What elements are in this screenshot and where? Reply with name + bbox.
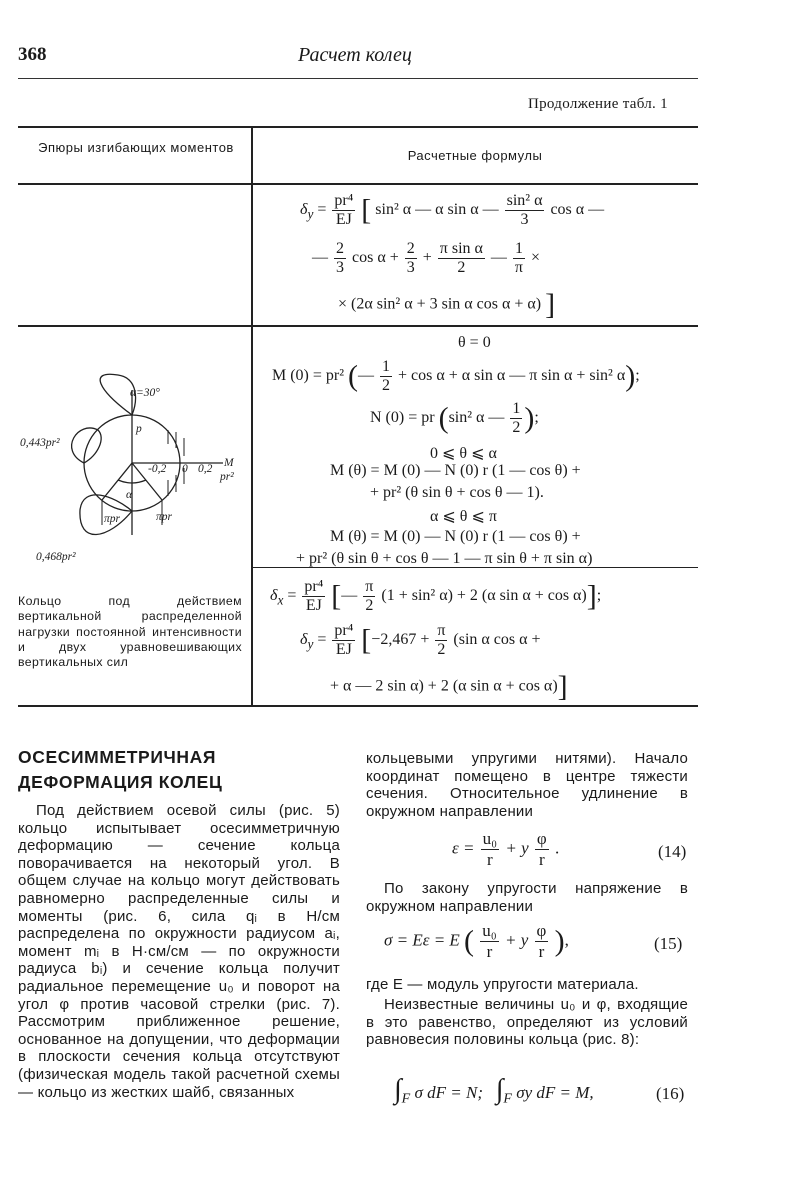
formula-text: + α — 2 sin α) + 2 (α sin α + cos α) [330,677,558,695]
frac-num: π [365,578,374,595]
table-row-rule [18,325,698,327]
right-column-paragraph-4: Неизвестные величины u₀ и φ, входящие в это равенство, определяют из условий равновесия половины кольца (рис. 8): [366,996,688,1049]
table-top-rule [18,126,698,128]
frac-num: pr⁴ [334,192,354,209]
moment-bottom-label: 0,468pr² [36,551,76,563]
frac-den: 3 [520,210,529,228]
moment-curve-left [72,428,102,463]
formula-text: σ = Eε = E [384,930,460,950]
formula-text: + [422,249,432,267]
frac-den: 2 [382,376,391,394]
frac-num: u₀ [482,921,497,940]
formula-text: — [312,249,328,267]
axis-neg-label: -0,2 [148,463,167,475]
alpha-label: α [126,489,133,501]
frac-den: EJ [305,596,322,614]
m-theta-1b: + pr² (θ sin θ + cos θ — 1). [370,484,544,501]
formula-text: sin² α — α sin α — [375,201,499,219]
running-title: Расчет колец [298,44,412,66]
frac-den: 3 [406,258,415,276]
frac-den: 3 [336,258,344,276]
figure-caption: Кольцо под действием вертикальной распределенной нагрузки постоянной интенсивности и двух уравновешивающих вертикальных сил [18,594,242,670]
formula-text: + y [504,930,529,950]
right-column-paragraph-1: кольцевыми упругими нитями). Начало координат помещено в центре тяжести сечения. Относительное удлинение в окружном направлении [366,750,688,820]
fraction [481,830,499,869]
frac-den: 2 [365,596,374,614]
delta-x-formula: $\delta_x$ = $\frac{\text{pr⁴}}{EJ}$ [— $\frac{\pi}{2}$ (1 + sin² α) + 2 (α sin α + cos α)]; [270,578,602,614]
frac-den: 2 [457,258,466,276]
close-paren: ) [554,924,565,958]
integral-subscript: F [503,1091,512,1107]
table-header-rule [18,183,698,185]
fraction [332,622,355,659]
section-title-line: ОСЕСИММЕТРИЧНАЯ [18,747,217,767]
frac-num: φ [536,921,547,940]
formula-text: × (2α sin² α + 3 sin α cos α + α) [338,295,542,313]
equation-15: σ = Eε = E ( $\frac{\text{u₀}}{r}$ + y $\frac{\varphi}{r}$ ), [384,921,569,961]
open-bracket: [ [361,623,372,657]
pi-pr-right-label: πpr [156,511,172,523]
frac-num: 2 [336,240,344,257]
equation-number-14: (14) [658,842,687,861]
frac-num: 1 [512,400,521,417]
fraction [302,578,325,615]
moment-diagram-figure [18,360,250,575]
axis-unit-den: pr² [220,471,234,483]
table-continuation-note: Продолжение табл. 1 [528,96,668,112]
frac-den: π [514,258,523,276]
formula-text: (sin α cos α + [453,631,541,649]
formula-text: M (0) = pr² [272,367,345,385]
formula-text: σy dF = M, [516,1083,594,1102]
p-label: p [136,423,142,435]
integral-symbol: ∫ [394,1074,402,1105]
fraction [535,830,549,869]
m-theta-1: M (θ) = M (0) — N (0) r (1 — cos θ) + [330,462,581,479]
frac-den: r [487,849,493,869]
axis-unit-num: M [224,457,234,469]
frac-num: π [437,622,446,639]
close-bracket: ] [557,670,568,703]
condition-1: 0 ⩽ θ ⩽ α [430,445,497,462]
row1-formula-line3 [338,290,555,320]
page-number: 368 [18,44,47,65]
delta-subscript: y [307,636,314,652]
formula-text: . [554,838,560,858]
formula-text: + cos α + α sin α — π sin α + sin² α [398,367,626,385]
frac-den: 2 [512,418,521,436]
row1-formula-line1: $\delta_y$ = $\frac{\text{pr⁴}}{EJ}$ [ sin² α — α sin α — $\frac{\text{sin² α}}{3}$ cos α — [300,192,605,228]
frac-num: 1 [382,358,391,375]
fraction [480,922,498,961]
m0-formula: M (0) = pr² (— $\frac{1}{2}$ + cos α + α sin α — π sin α + sin² α); [272,358,640,394]
open-paren: ( [438,401,449,435]
axis-pos-label: 0,2 [198,463,213,475]
formula-text: (1 + sin² α) + 2 (α sin α + cos α) [381,587,587,605]
fraction [510,400,522,437]
fraction [380,358,392,395]
fraction [405,240,417,277]
frac-den: 2 [437,640,446,658]
open-bracket: [ [361,193,372,227]
open-bracket: [ [331,579,342,613]
table-bottom-rule [18,705,698,707]
close-bracket: ] [545,288,556,321]
fraction [332,192,355,229]
equation-number-16: (16) [656,1084,685,1103]
fraction [513,240,525,277]
close-paren: ) [524,401,535,435]
frac-num: sin² α [506,192,543,209]
column-header-diagrams: Эпюры изгибающих моментов [38,140,234,155]
delta-y-formula-line2 [330,672,568,702]
fraction [535,922,549,961]
frac-den: EJ [335,210,352,228]
formula-text: N (0) = pr [370,409,435,427]
formula-text: + y [505,838,529,858]
formula-text: −2,467 + [371,631,430,649]
frac-num: 2 [406,240,415,257]
integral-subscript: F [401,1091,411,1107]
formula-text: cos α — [550,201,605,219]
delta-y-formula: $\delta_y$ = $\frac{\text{pr⁴}}{EJ}$ [−2,467 + $\frac{\pi}{2}$ (sin α cos α + [300,622,541,658]
formula-text: sin² α — [448,409,505,427]
equation-number-15: (15) [654,934,683,953]
delta-symbol: δ [270,587,278,605]
fraction [334,240,346,277]
frac-den: r [538,941,545,961]
pi-pr-left-label: πpr [104,513,120,525]
left-column-paragraph: Под действием осевой силы (рис. 5) кольцо испытывает осесимметричную деформацию — сечение кольца поворачивается на некоторый угол. В общем случае на кольцо могут действовать равномерно распределенные силы и моменты (рис. 6, сила qᵢ в Н/см распределена по окружности радиусом aᵢ, момент mᵢ в Н·см/см — по окружности радиуса bᵢ) и сечение кольца получит радиальное перемещение u₀ и поворот на угол φ против часовой стрелки (рис. 7). Рассмотрим приближенное решение, основанное на допущении, что деформации в плоскости сечения кольца отсутствуют (физическая модель такой расчетной схемы — кольцо из жестких шайб, связанных [18,802,340,1101]
formula-text: × [530,249,541,267]
formula-text: — [490,249,507,267]
formula-text: σ dF = N; [414,1083,483,1102]
frac-num: π sin α [439,240,483,257]
theta-zero: θ = 0 [458,334,491,351]
open-paren: ( [464,924,475,958]
fraction [505,192,545,229]
section-title-line: ДЕФОРМАЦИЯ КОЛЕЦ [18,772,223,792]
fraction [438,240,485,277]
n0-formula: N (0) = pr (sin² α — $\frac{1}{2}$ ); [370,400,539,436]
frac-num: pr⁴ [334,622,354,639]
delta-subscript: x [277,592,284,608]
header-rule [18,78,698,79]
m-theta-2b: + pr² (θ sin θ + cos θ — 1 — π sin θ + π sin α) [296,550,593,567]
close-bracket: ] [586,579,597,613]
formula-text: cos α + [352,249,399,267]
delta-symbol: δ [300,631,308,649]
frac-num: φ [536,829,547,848]
equation-16 [394,1074,594,1107]
right-column-paragraph-3: где E — модуль упругости материала. [366,976,639,993]
row1-formula-line2 [312,240,540,277]
right-column-paragraph-2: По закону упругости напряжение в окружном направлении [366,880,688,915]
table-column-divider [251,126,253,706]
m-theta-2: M (θ) = M (0) — N (0) r (1 — cos θ) + [330,528,581,545]
column-header-formulas: Расчетные формулы [407,148,543,163]
integral-symbol: ∫ [495,1074,504,1105]
axis-zero-label: 0 [182,463,188,475]
frac-den: r [538,849,545,869]
delta-symbol: δ [300,201,308,219]
frac-num: pr⁴ [304,578,324,595]
frac-den: r [486,941,493,961]
section-title [18,745,222,795]
fraction [435,622,447,659]
fraction [363,578,375,615]
close-paren: ) [625,359,636,393]
frac-num: u₀ [482,829,498,848]
condition-2: α ⩽ θ ⩽ π [430,508,497,525]
alpha-30-label: α=30° [130,387,160,399]
equation-14 [452,830,559,869]
frac-den: EJ [335,640,352,658]
formula-text: ε = [452,838,475,858]
open-paren: ( [348,359,359,393]
delta-subscript: y [307,206,314,222]
moment-left-label: 0,443pr² [20,437,60,449]
frac-num: 1 [513,240,525,259]
